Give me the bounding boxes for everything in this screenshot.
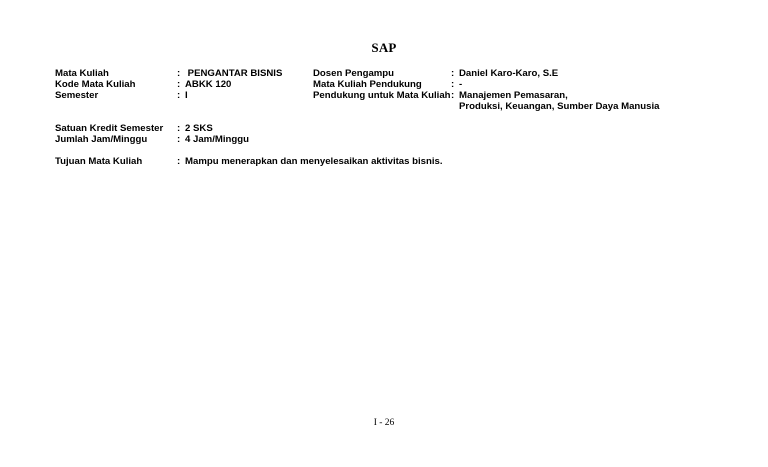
credits-row: [55, 123, 755, 134]
lecturer-separator: :: [451, 68, 455, 79]
supports-course-value: Manajemen Pemasaran,: [459, 90, 568, 101]
objective-separator: :: [177, 156, 181, 167]
semester-row: [55, 90, 755, 101]
objective-row: [55, 156, 755, 167]
document-title: SAP: [371, 40, 397, 55]
lecturer-value: Daniel Karo-Karo, S.E: [459, 68, 559, 79]
supports-course-value-continued: Produksi, Keuangan, Sumber Daya Manusia: [459, 101, 660, 112]
semester-label: Semester: [55, 90, 99, 101]
hours-label: Jumlah Jam/Minggu: [55, 134, 148, 145]
credits-separator: :: [177, 123, 181, 134]
course-name-label: Mata Kuliah: [55, 68, 109, 79]
course-name-separator: :: [177, 68, 181, 79]
lecturer-label: Dosen Pengampu: [313, 68, 395, 79]
spacer: [55, 112, 755, 123]
supports-course-label: Pendukung untuk Mata Kuliah: [313, 90, 451, 101]
objective-label: Tujuan Mata Kuliah: [55, 156, 143, 167]
supporting-course-value: -: [459, 79, 463, 90]
course-code-value: ABKK 120: [185, 79, 232, 90]
supports-course-separator: :: [451, 90, 455, 101]
supporting-course-separator: :: [451, 79, 455, 90]
semester-separator: :: [177, 90, 181, 101]
course-code-separator: :: [177, 79, 181, 90]
course-info-block: [55, 68, 755, 167]
semester-value: I: [185, 90, 188, 101]
hours-value: 4 Jam/Minggu: [185, 134, 249, 145]
supports-course-continuation-row: [55, 101, 755, 112]
course-name-value: PENGANTAR BISNIS: [185, 68, 283, 79]
course-code-row: [55, 79, 755, 90]
objective-value: Mampu menerapkan dan menyelesaikan aktivitas bisnis.: [185, 156, 443, 167]
credits-label: Satuan Kredit Semester: [55, 123, 164, 134]
spacer: [55, 145, 755, 156]
page-number: I - 26: [373, 418, 395, 428]
hours-row: [55, 134, 755, 145]
credits-value: 2 SKS: [185, 123, 213, 134]
supporting-course-label: Mata Kuliah Pendukung: [313, 79, 422, 90]
course-name-row: [55, 68, 755, 79]
course-code-label: Kode Mata Kuliah: [55, 79, 136, 90]
hours-separator: :: [177, 134, 181, 145]
